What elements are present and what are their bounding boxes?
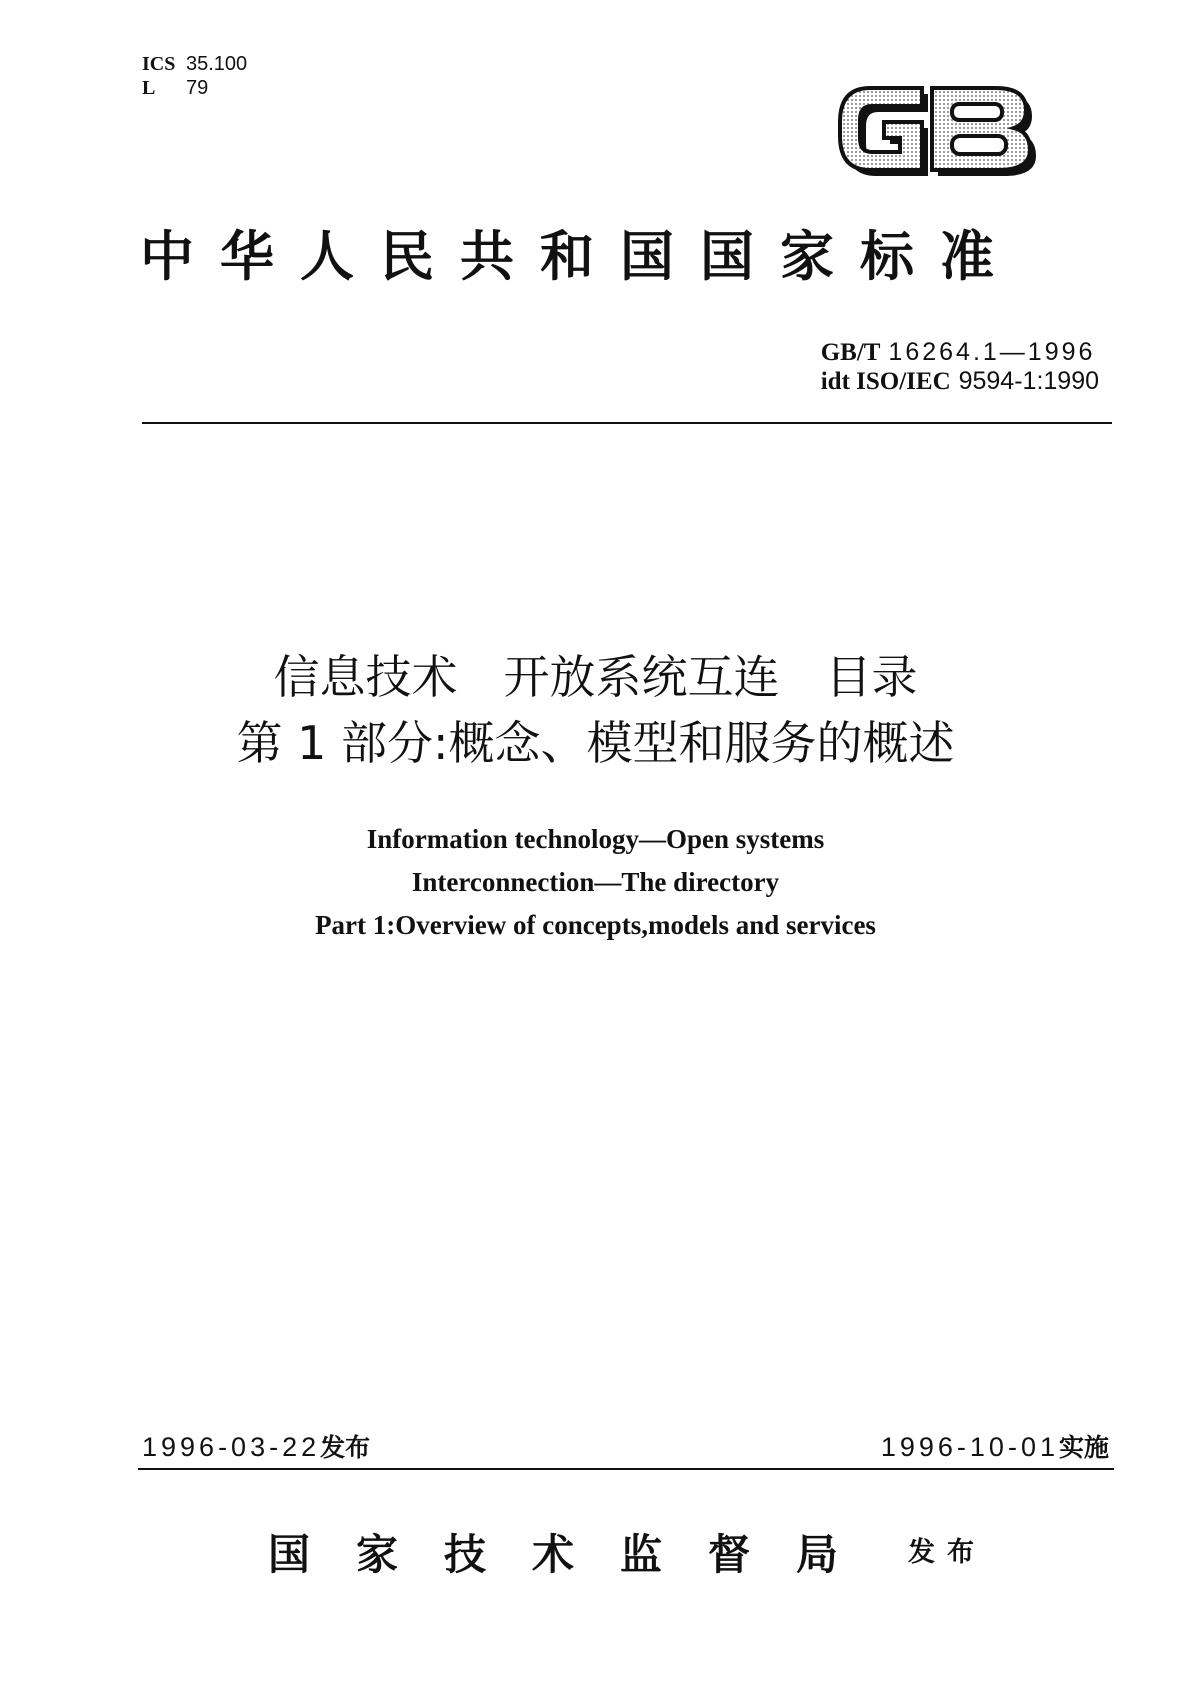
- ics-value: 35.100: [186, 53, 248, 75]
- national-standard-title: 中华人民共和国国家标准: [140, 224, 1020, 288]
- ics-label: ICS: [142, 53, 176, 75]
- l-label: L: [142, 77, 156, 99]
- en-title-line-2: Interconnection—The directory: [411, 867, 780, 897]
- standard-number: [821, 338, 1099, 367]
- issuing-authority: 国家技术监督局: [268, 1530, 885, 1579]
- standard-number-value: 16264.1—1996: [888, 338, 1096, 366]
- idt-number: [821, 367, 1099, 396]
- effective-date-value: 1996-10-01: [880, 1432, 1059, 1462]
- en-title-line-3: Part 1:Overview of concepts,models and services: [315, 910, 876, 940]
- l-code: [142, 76, 247, 100]
- en-title-line-1: Information technology—Open systems: [366, 824, 825, 854]
- effective-date-label: 实施: [1058, 1433, 1109, 1462]
- issue-date: [142, 1428, 370, 1464]
- standard-numbers: [821, 338, 1099, 396]
- idt-prefix: idt ISO/IEC: [820, 368, 951, 395]
- standard-number-prefix: GB/T: [820, 339, 881, 366]
- issue-date-value: 1996-03-22: [142, 1432, 321, 1462]
- header-divider: [142, 422, 1112, 424]
- ics-code: [142, 52, 247, 76]
- issue-date-label: 发布: [320, 1433, 371, 1462]
- cn-title-line-2: 第 1 部分:概念、模型和服务的概述: [236, 716, 955, 770]
- effective-date: [881, 1428, 1109, 1464]
- gb-logo-graphic: [826, 70, 1042, 186]
- classification-codes: [142, 52, 247, 100]
- issuing-authority-suffix: 发布: [908, 1537, 986, 1568]
- l-value: 79: [186, 77, 209, 99]
- cn-title-line-1: 信息技术 开放系统互连 目录: [273, 650, 918, 704]
- en-title: [0, 818, 1191, 947]
- footer-divider: [138, 1468, 1114, 1470]
- gb-logo: [826, 70, 1042, 186]
- idt-number-value: 9594-1:1990: [958, 367, 1099, 395]
